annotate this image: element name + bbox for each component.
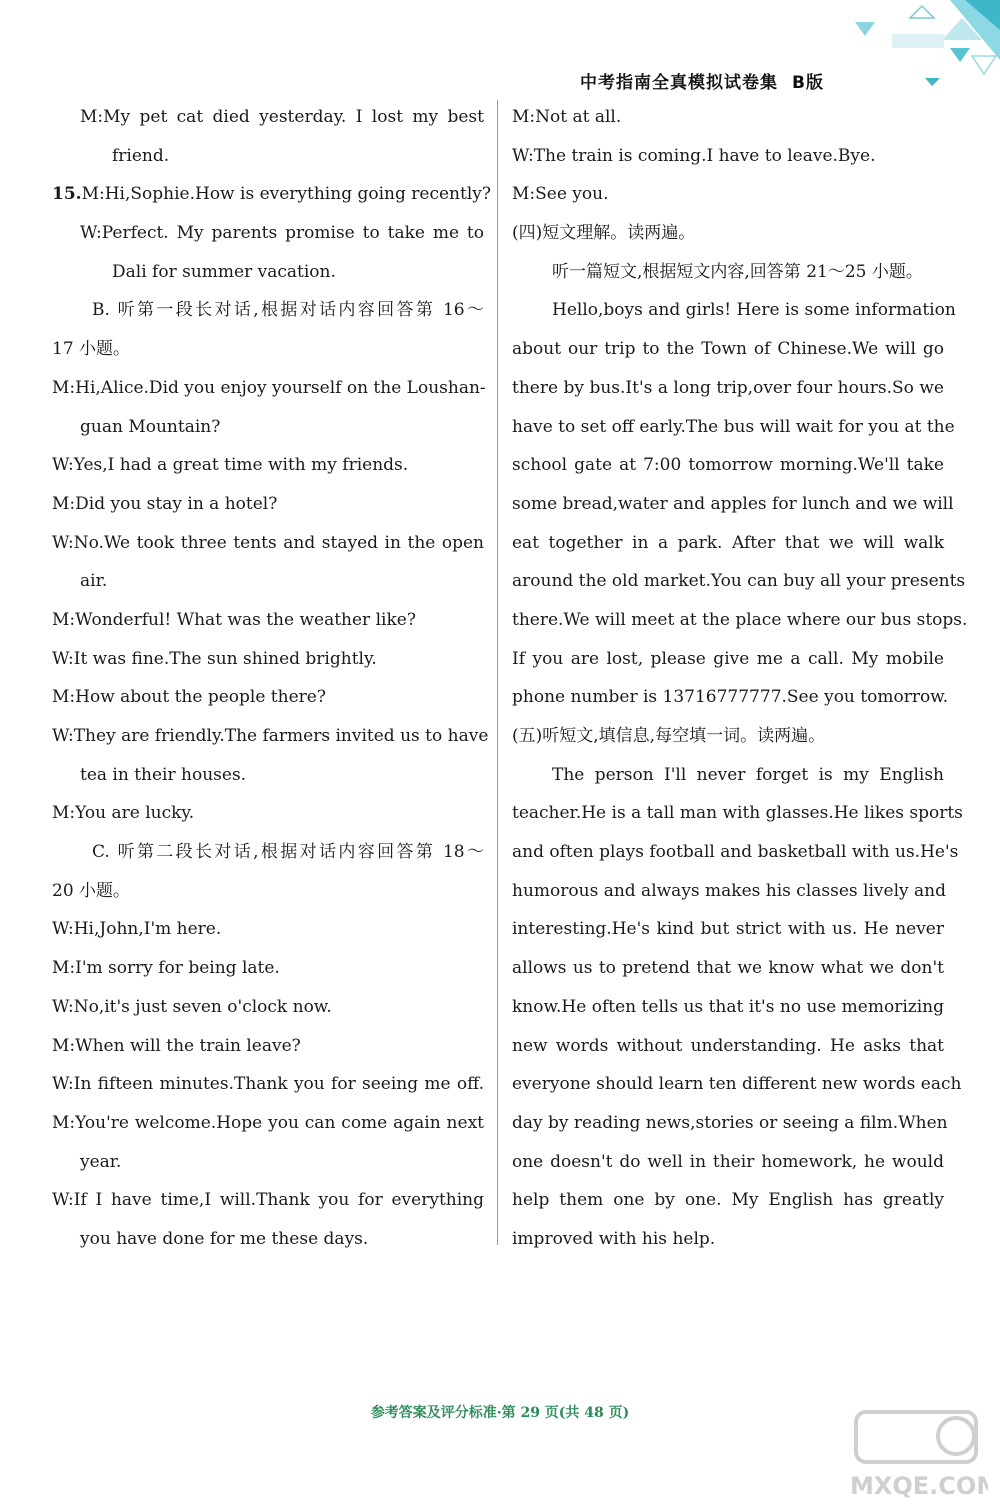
text-line: year. [80, 1151, 122, 1172]
text-line: there by bus.It's a long trip,over four hours.So we [512, 377, 944, 398]
text-line: W:In fifteen minutes.Thank you for seeing me off. [52, 1074, 484, 1095]
book-title: 中考指南全真模拟试卷集 [580, 73, 778, 93]
text-line: W:No.We took three tents and stayed in the open [52, 532, 484, 553]
text-line: M:Hi,Alice.Did you enjoy yourself on the Loushan- [52, 377, 486, 398]
text-line: around the old market.You can buy all your presents [512, 571, 966, 592]
section-instruction: 听一篇短文,根据短文内容,回答第 21～25 小题。 [552, 261, 923, 282]
text-line: 17 小题。 [52, 339, 131, 360]
text-line: W:If I have time,I will.Thank you for everything [52, 1190, 484, 1211]
text-line: one doesn't do well in their homework, he would [512, 1151, 944, 1172]
section-heading: (四)短文理解。读两遍。 [512, 223, 696, 244]
text-line: you have done for me these days. [80, 1228, 369, 1249]
text-line: air. [80, 571, 108, 592]
text-line: Dali for summer vacation. [112, 261, 336, 282]
question-15 [52, 175, 491, 214]
text-line: tea in their houses. [80, 764, 247, 785]
watermark-text: MXQE.COM [850, 1472, 988, 1500]
text-line: W:They are friendly.The farmers invited us to have [52, 726, 489, 746]
question-number: 15. [52, 184, 82, 205]
text-line: phone number is 13716777777.See you tomorrow. [512, 687, 949, 708]
text-line: humorous and always makes his classes lively and [512, 880, 946, 901]
text-line: new words without understanding. He asks that [512, 1035, 944, 1056]
text-line: guan Mountain? [80, 416, 221, 437]
text-line: M:Did you stay in a hotel? [52, 493, 278, 514]
text-line: some bread,water and apples for lunch and we will [512, 493, 954, 514]
triangle-pattern-icon [800, 0, 1000, 95]
text-line: eat together in a park. After that we will walk [512, 532, 944, 553]
text-line: W:Hi,John,I'm here. [52, 919, 222, 940]
text-line: know.He often tells us that it's no use memorizing [512, 996, 944, 1017]
watermark-logo [838, 1406, 988, 1504]
section-heading: B. 听第一段长对话,根据对话内容回答第 16～ [92, 300, 484, 321]
text-line: M:When will the train leave? [52, 1035, 301, 1056]
header-decoration [800, 0, 1000, 95]
text-line: M:Hi,Sophie.How is everything going recently? [81, 184, 491, 205]
text-line: about our trip to the Town of Chinese.We will go [512, 339, 944, 360]
page-footer: 参考答案及评分标准·第 29 页(共 48 页) [370, 1405, 630, 1421]
text-line: M:How about the people there? [52, 687, 326, 708]
text-line: W:It was fine.The sun shined brightly. [52, 648, 377, 669]
text-line: and often plays football and basketball with us.He's [512, 842, 959, 863]
text-line: have to set off early.The bus will wait for you at the [512, 416, 955, 437]
text-line: M:You are lucky. [52, 803, 195, 824]
section-heading: (五)听短文,填信息,每空填一词。读两遍。 [512, 726, 826, 746]
watermark-stamp-icon [838, 1406, 988, 1504]
text-line: there.We will meet at the place where our bus stops. [512, 609, 968, 630]
left-column [52, 98, 491, 1259]
text-line: W:Perfect. My parents promise to take me to [80, 223, 484, 244]
text-line: interesting.He's kind but strict with us. He never [512, 919, 944, 940]
text-line: W:No,it's just seven o'clock now. [52, 996, 332, 1017]
text-line: If you are lost, please give me a call. My mobile [512, 648, 944, 669]
text-line: 20 小题。 [52, 880, 131, 901]
text-line: M:You're welcome.Hope you can come again next [52, 1112, 484, 1133]
header-title [580, 68, 824, 93]
section-heading: C. 听第二段长对话,根据对话内容回答第 18～ [92, 842, 484, 863]
text-line: M:See you. [512, 184, 609, 205]
text-line: M:Wonderful! What was the weather like? [52, 609, 416, 630]
text-line: W:Yes,I had a great time with my friends. [52, 455, 409, 476]
column-divider [497, 100, 498, 1245]
text-line: everyone should learn ten different new words each [512, 1074, 962, 1095]
text-line: friend. [112, 145, 170, 166]
text-line: The person I'll never forget is my English [552, 764, 944, 785]
text-line: improved with his help. [512, 1228, 716, 1249]
text-line: school gate at 7:00 tomorrow morning.We'll take [512, 455, 944, 476]
right-column [512, 98, 968, 1259]
text-line: M:I'm sorry for being late. [52, 958, 280, 979]
text-line: help them one by one. My English has greatly [512, 1190, 944, 1211]
text-line: teacher.He is a tall man with glasses.He likes sports [512, 803, 963, 824]
edition-label: B版 [792, 73, 824, 93]
text-line: allows us to pretend that we know what we don't [512, 958, 944, 979]
text-line: M:Not at all. [512, 107, 622, 127]
text-line: day by reading news,stories or seeing a film.When [512, 1112, 948, 1133]
text-line: M:My pet cat died yesterday. I lost my best [80, 107, 484, 127]
text-line: Hello,boys and girls! Here is some information [552, 300, 956, 321]
text-line: W:The train is coming.I have to leave.Bye. [512, 145, 876, 166]
